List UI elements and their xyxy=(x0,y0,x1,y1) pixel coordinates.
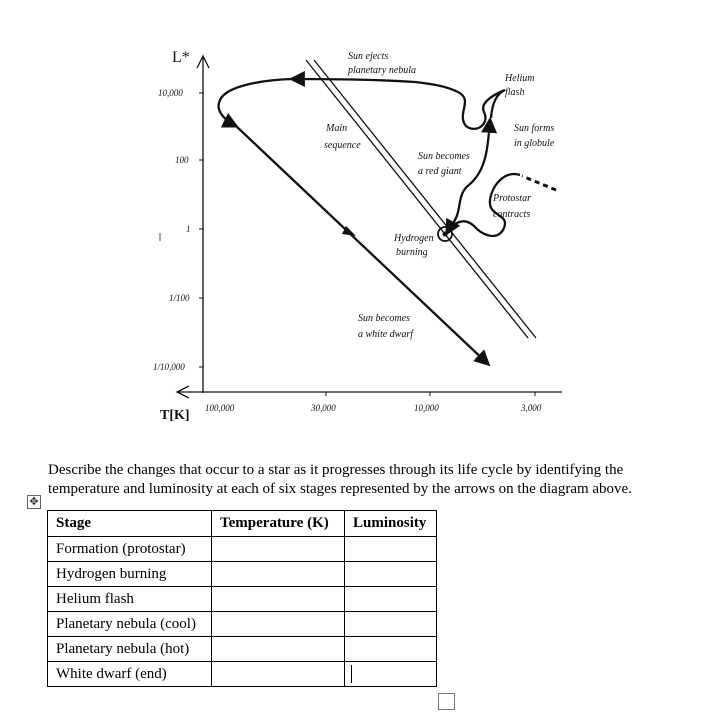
y-tick-1: 1 xyxy=(186,224,191,234)
nebula-ejection-arrow xyxy=(292,79,415,82)
header-temperature: Temperature (K) xyxy=(212,511,345,537)
stage-cell: Helium flash xyxy=(48,587,212,612)
luminosity-cell[interactable] xyxy=(345,587,437,612)
label-ejects-2: planetary nebula xyxy=(348,65,417,76)
luminosity-cell[interactable] xyxy=(345,537,437,562)
luminosity-cell[interactable] xyxy=(345,612,437,637)
label-main-2: sequence xyxy=(324,140,361,151)
label-dwarf-2: a white dwarf xyxy=(358,329,414,340)
y-tick-100: 100 xyxy=(175,155,189,165)
luminosity-cell[interactable] xyxy=(345,662,437,687)
hydrogen-burning-core xyxy=(443,232,448,237)
y-tick-1-10000: 1/10,000 xyxy=(153,362,185,372)
temperature-cell[interactable] xyxy=(212,662,345,687)
helium-flash-track xyxy=(415,82,505,129)
label-main-1: Main xyxy=(326,123,348,134)
stage-cell: Hydrogen burning xyxy=(48,562,212,587)
x-tick-3000: 3,000 xyxy=(521,403,542,413)
table-move-handle-icon[interactable]: ✥ xyxy=(27,495,41,509)
label-ejects-1: Sun ejects xyxy=(348,51,389,62)
x-tick-30000: 30,000 xyxy=(311,403,336,413)
protostar-track xyxy=(447,174,520,236)
label-hydro-2: burning xyxy=(396,247,428,258)
table-row xyxy=(48,537,437,562)
label-dwarf-1: Sun becomes xyxy=(358,313,410,324)
planetary-nebula-loop xyxy=(219,79,292,126)
label-giant-1: Sun becomes xyxy=(418,151,470,162)
header-luminosity: Luminosity xyxy=(345,511,437,537)
stage-cell: Planetary nebula (hot) xyxy=(48,637,212,662)
label-proto-1: Protostar xyxy=(493,193,531,204)
x-axis-label: T[K] xyxy=(160,408,190,423)
protostar-dashes xyxy=(522,176,556,190)
y-axis-label: L* xyxy=(172,49,190,66)
temperature-cell[interactable] xyxy=(212,587,345,612)
table-row xyxy=(48,587,437,612)
label-helium-1: Helium xyxy=(505,73,535,84)
temperature-cell[interactable] xyxy=(212,612,345,637)
label-forms-2: in globule xyxy=(514,138,555,149)
table-row xyxy=(48,637,437,662)
x-tick-10000: 10,000 xyxy=(414,403,439,413)
header-stage: Stage xyxy=(48,511,212,537)
text-cursor xyxy=(351,665,352,683)
question-text: Describe the changes that occur to a star as it progresses through its life cycle by identifying the temperature and luminosity at each of six stages represented by the arrows on the diagram above. xyxy=(48,462,632,497)
temperature-cell[interactable] xyxy=(212,562,345,587)
temperature-cell[interactable] xyxy=(212,637,345,662)
stage-cell: Formation (protostar) xyxy=(48,537,212,562)
table-row xyxy=(48,562,437,587)
stage-cell: Planetary nebula (cool) xyxy=(48,612,212,637)
stage-table xyxy=(47,510,437,687)
label-forms-1: Sun forms xyxy=(514,123,555,134)
luminosity-cell[interactable] xyxy=(345,562,437,587)
y-tick-10000: 10,000 xyxy=(158,88,183,98)
luminosity-cell[interactable] xyxy=(345,637,437,662)
table-resize-handle[interactable] xyxy=(438,693,455,710)
table-row xyxy=(48,662,437,687)
y-tick-1-100: 1/100 xyxy=(169,293,190,303)
label-giant-2: a red giant xyxy=(418,166,462,177)
label-helium-2: flash xyxy=(505,87,525,98)
label-hydro-1: Hydrogen xyxy=(394,233,434,244)
x-tick-100000: 100,000 xyxy=(205,403,235,413)
stage-cell: White dwarf (end) xyxy=(48,662,212,687)
temperature-cell[interactable] xyxy=(212,537,345,562)
table-header-row xyxy=(48,511,437,537)
label-proto-2: contracts xyxy=(493,209,531,220)
table-row xyxy=(48,612,437,637)
